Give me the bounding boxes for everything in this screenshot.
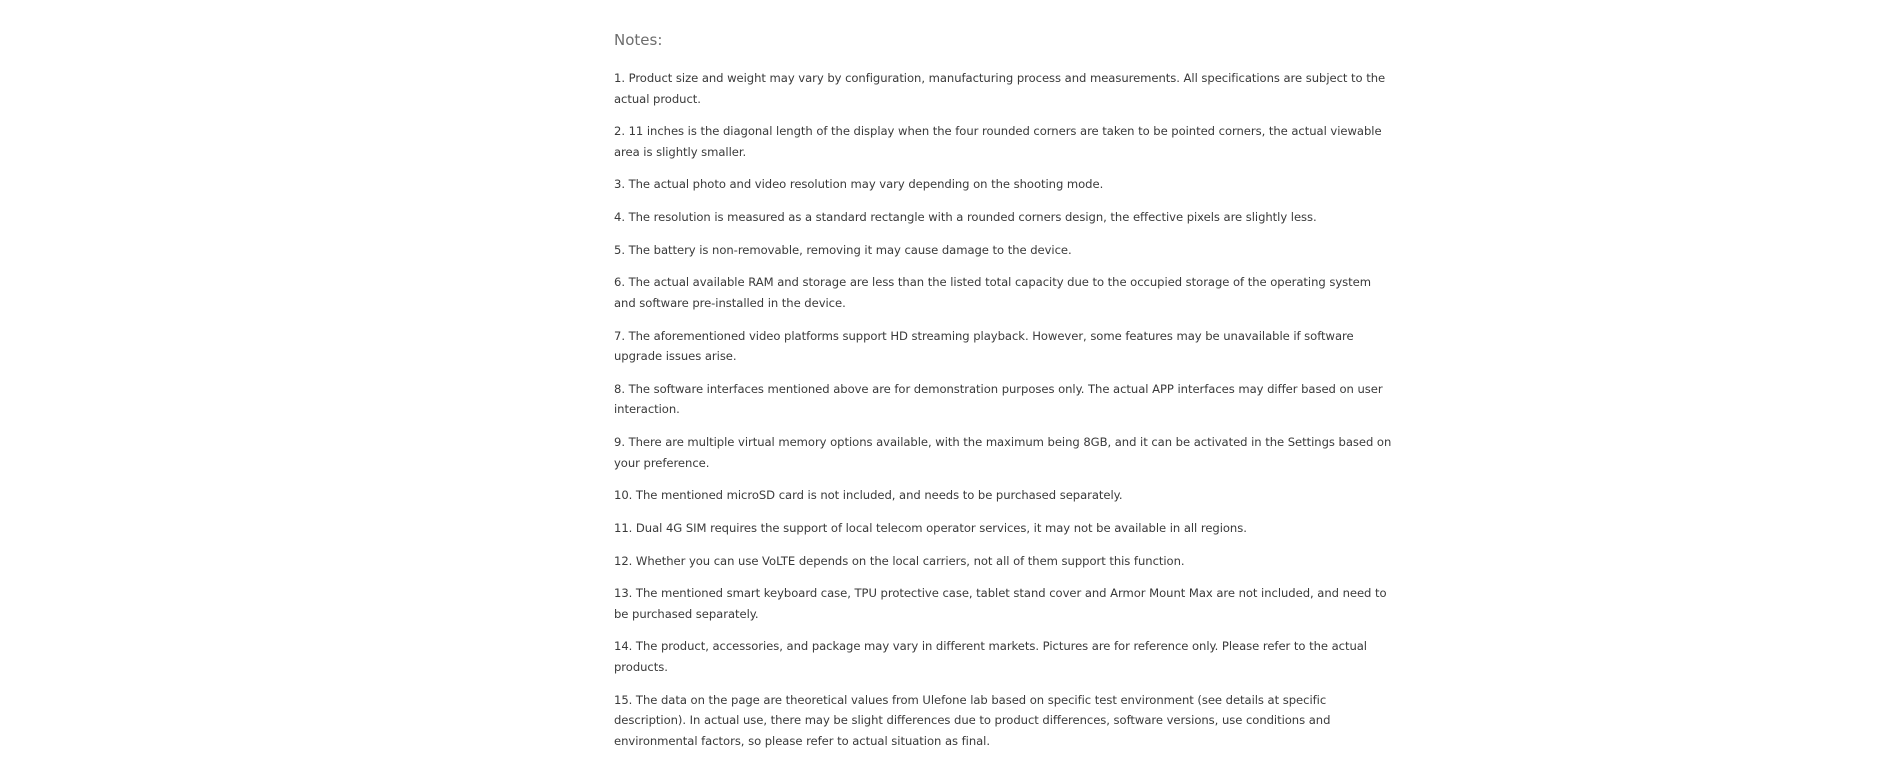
note-item-1 (614, 68, 1902, 109)
note-line: 5. The battery is non-removable, removing it may cause damage to the device. (614, 242, 1072, 257)
note-line: description). In actual use, there may be slight differences due to product differences, software versions, use conditions and (614, 713, 1331, 728)
note-line: interaction. (614, 402, 680, 417)
note-item-12 (614, 551, 1902, 572)
notes-list (614, 68, 1902, 751)
note-line: be purchased separately. (614, 606, 759, 621)
note-line: 9. There are multiple virtual memory options available, with the maximum being 8GB, and it can be activated in the Settings based on (614, 435, 1392, 449)
note-line: 11. Dual 4G SIM requires the support of local telecom operator services, it may not be available in all regions. (614, 520, 1247, 535)
note-item-7 (614, 326, 1902, 367)
notes-title: Notes: (614, 31, 663, 49)
note-line: and software pre-installed in the device. (614, 295, 846, 310)
note-line: environmental factors, so please refer to actual situation as final. (614, 733, 990, 748)
note-item-9 (614, 432, 1902, 473)
note-line: 4. The resolution is measured as a standard rectangle with a rounded corners design, the effective pixels are slightly less. (614, 210, 1317, 225)
note-item-13 (614, 583, 1902, 624)
note-line: 6. The actual available RAM and storage are less than the listed total capacity due to the occupied storage of the operating system (614, 275, 1371, 290)
note-item-10 (614, 485, 1902, 506)
note-item-15 (614, 690, 1902, 752)
note-item-14 (614, 636, 1902, 677)
note-line: area is slightly smaller. (614, 144, 747, 159)
note-line: 15. The data on the page are theoretical values from Ulefone lab based on specific test environment (see details at specific (614, 692, 1327, 707)
notes-section (614, 30, 1902, 763)
note-line: 1. Product size and weight may vary by configuration, manufacturing process and measurements. All specifications are subject to the (614, 71, 1386, 85)
note-line: 13. The mentioned smart keyboard case, TPU protective case, tablet stand cover and Armor Mount Max are not included, and need to (614, 586, 1387, 601)
note-line: upgrade issues arise. (614, 349, 737, 364)
note-line: products. (614, 659, 668, 674)
note-line: 14. The product, accessories, and package may vary in different markets. Pictures are for reference only. Please refer to the actual (614, 639, 1367, 654)
note-line: 10. The mentioned microSD card is not included, and needs to be purchased separately. (614, 488, 1123, 503)
note-item-8 (614, 379, 1902, 420)
note-item-3 (614, 174, 1902, 195)
note-line: 8. The software interfaces mentioned above are for demonstration purposes only. The actual APP interfaces may differ based on user (614, 381, 1383, 396)
note-line: actual product. (614, 91, 701, 106)
note-line: 3. The actual photo and video resolution may vary depending on the shooting mode. (614, 177, 1104, 192)
note-line: 2. 11 inches is the diagonal length of the display when the four rounded corners are taken to be pointed corners, the actual viewable (614, 124, 1382, 139)
note-item-11 (614, 518, 1902, 539)
note-line: 12. Whether you can use VoLTE depends on the local carriers, not all of them support this function. (614, 553, 1185, 568)
note-line: 7. The aforementioned video platforms support HD streaming playback. However, some features may be unavailable if software (614, 328, 1354, 343)
note-item-5 (614, 240, 1902, 261)
note-line: your preference. (614, 455, 710, 470)
note-item-4 (614, 207, 1902, 228)
note-item-6 (614, 272, 1902, 313)
note-item-2 (614, 121, 1902, 162)
